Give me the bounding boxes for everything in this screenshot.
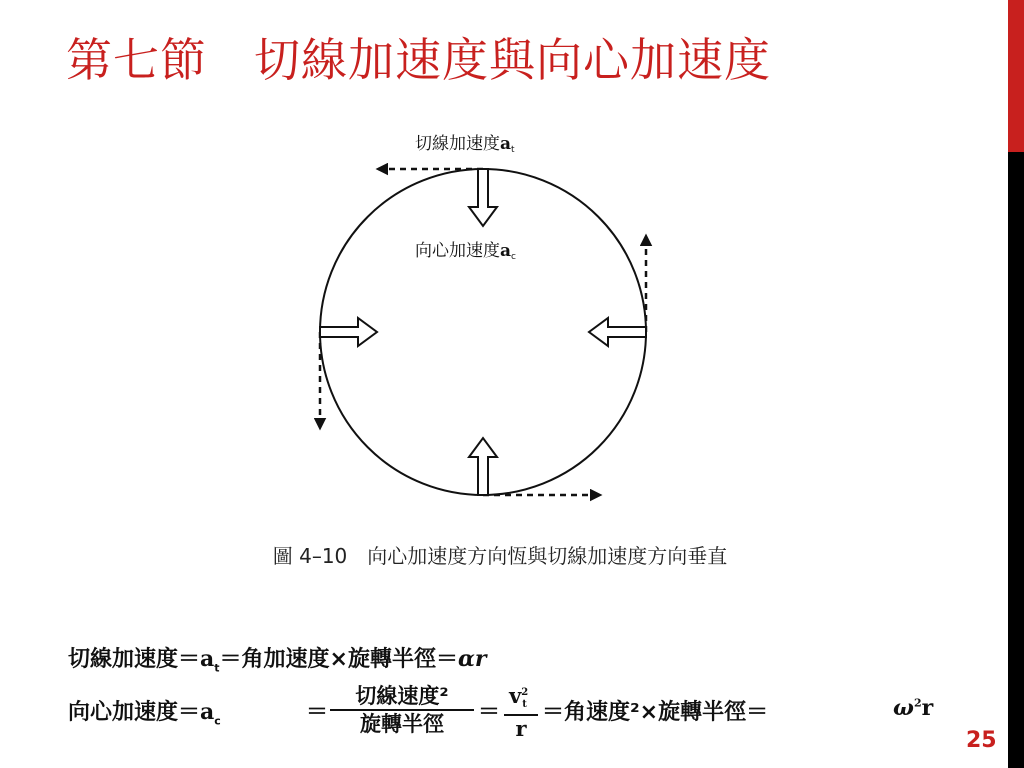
formula2-eq: ＝ (306, 700, 329, 725)
formula2-label: 向心加速度$=a_c$ (68, 699, 221, 728)
formula1-label: 切線加速度＝ (68, 647, 201, 672)
fraction-r: r (515, 716, 527, 741)
sidebar-accent-red (1008, 0, 1024, 152)
formula2-eq3: ＝角速度²×旋轉半徑＝ (542, 700, 769, 725)
centripetal-arrow-right (589, 318, 646, 346)
fraction-denominator: 旋轉半徑 (360, 712, 444, 736)
formula2-rhs: $\omega^2r$ (893, 695, 934, 721)
slide-title: 第七節 切線加速度與向心加速度 (66, 33, 771, 87)
formula1-rhs: αr (457, 646, 487, 672)
tangential-formula (68, 642, 487, 674)
acceleration-diagram (290, 118, 690, 518)
formula1-symbol: a (200, 646, 215, 672)
sidebar-accent-black (1008, 152, 1024, 768)
formula1-eq: ＝角加速度×旋轉半徑＝ (219, 647, 458, 672)
figure-caption: 圖 4–10 向心加速度方向恆與切線加速度方向垂直 (272, 544, 728, 568)
fraction-numerator: 切線速度² (355, 684, 449, 708)
centripetal-arrow-top (469, 169, 497, 226)
fraction-speed-radius (330, 684, 474, 736)
centripetal-arrow-bottom (469, 438, 497, 495)
tangential-label: 切線加速度at (415, 134, 515, 155)
page-number: 25 (966, 728, 997, 753)
centripetal-label: 向心加速度ac (415, 241, 516, 262)
centripetal-arrow-left (320, 318, 377, 346)
formula1-sub: t (214, 661, 220, 675)
fraction-v-over-r: $v^2t$ r (504, 684, 538, 741)
formula2-eq2: ＝ (478, 700, 501, 725)
